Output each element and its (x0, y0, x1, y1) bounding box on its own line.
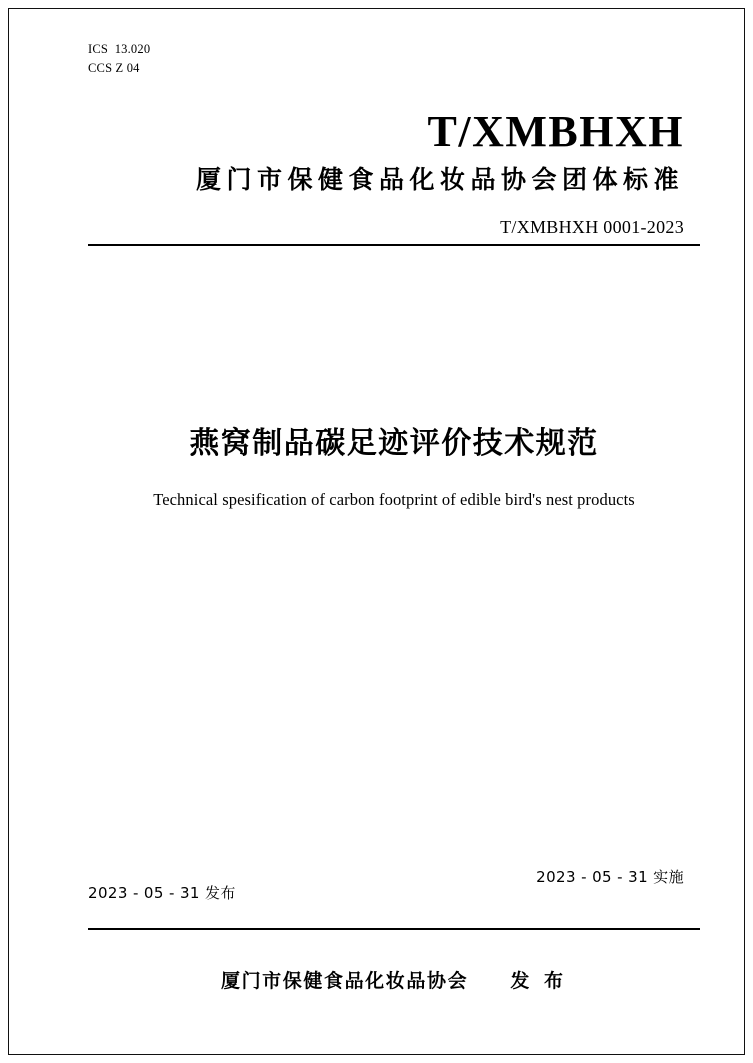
publisher-row (88, 966, 700, 993)
title-block (88, 424, 700, 511)
title-english: Technical spesification of carbon footprint of edible bird's nest products (153, 490, 635, 510)
publisher-name: 厦门市保健食品化妆品协会 (220, 970, 469, 992)
ccs-code: CCS Z 04 (88, 61, 140, 76)
ics-code: ICS 13.020 (88, 42, 151, 56)
implementation-date: 2023 - 05 - 31 实施 (536, 868, 684, 886)
dates-row (88, 866, 700, 914)
footer-rule (88, 928, 700, 930)
masthead-rule (88, 244, 700, 246)
classification-codes (88, 40, 700, 79)
masthead (88, 107, 700, 239)
cover-content (88, 28, 700, 1035)
issue-date: 2023 - 05 - 31 发布 (88, 884, 236, 902)
standard-number: T/XMBHXH 0001-2023 (500, 217, 684, 238)
publish-verb: 发 布 (510, 970, 568, 992)
title-chinese: 燕窝制品碳足迹评价技术规范 (189, 426, 599, 462)
association-name: 厦门市保健食品化妆品协会团体标准 (195, 165, 684, 195)
standard-mark: T/XMBHXH (427, 106, 684, 156)
